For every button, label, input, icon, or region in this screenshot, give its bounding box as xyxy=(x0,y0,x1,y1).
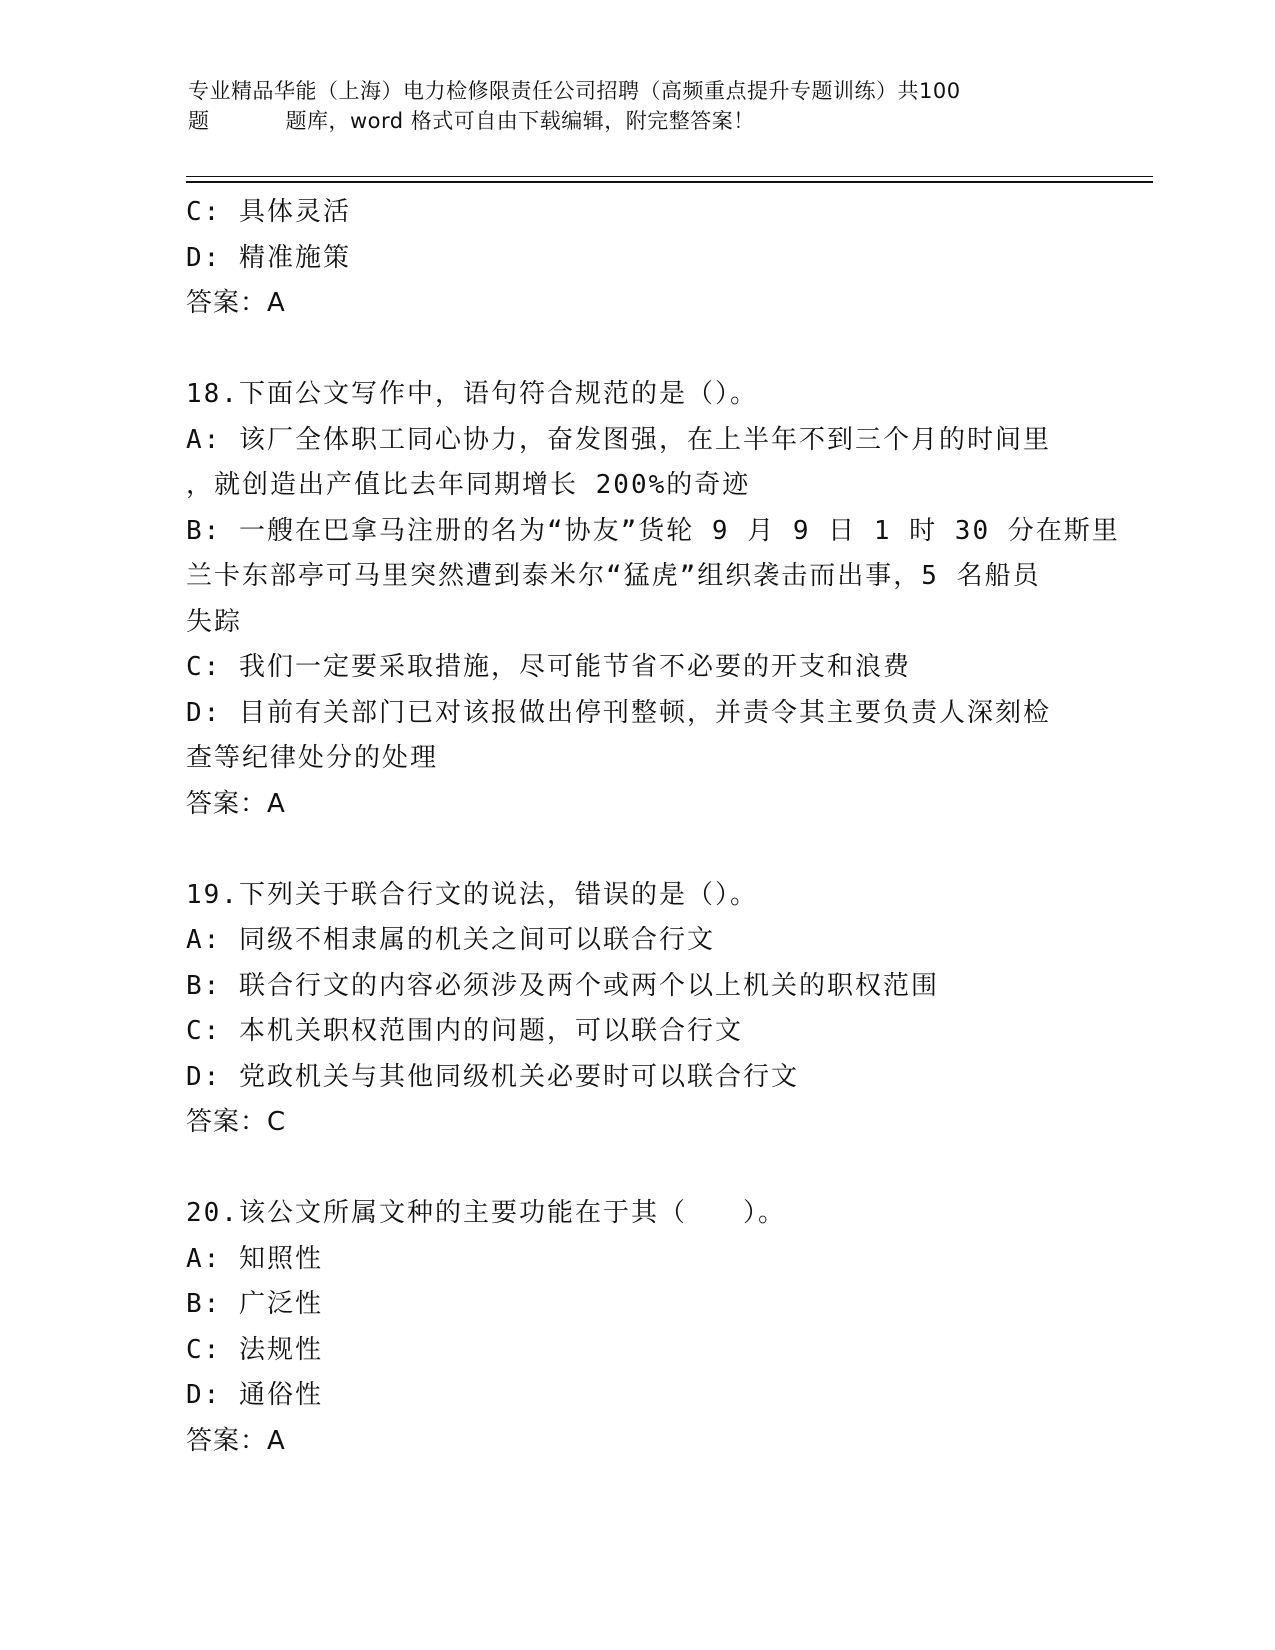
option-line: C: 我们一定要采取措施，尽可能节省不必要的开支和浪费 xyxy=(186,652,911,682)
question-block-19 xyxy=(186,873,1086,1146)
option-line: 兰卡东部亭可马里突然遭到泰米尔“猛虎”组织袭击而出事，5 名船员 xyxy=(186,561,1041,591)
option-line: ，就创造出产值比去年同期增长 200%的奇迹 xyxy=(186,470,751,500)
previous-question-block xyxy=(186,190,1086,327)
option-line: 失踪 xyxy=(186,606,243,637)
option-line: A: 该厂全体职工同心协力，奋发图强，在上半年不到三个月的时间里 xyxy=(186,424,1051,455)
question-stem: 20.该公文所属文种的主要功能在于其（ ）。 xyxy=(186,1198,786,1228)
option-line: A: 同级不相隶属的机关之间可以联合行文 xyxy=(186,925,715,955)
header-divider-thick xyxy=(186,181,1153,183)
page-header xyxy=(188,76,1088,136)
question-stem: 18.下面公文写作中，语句符合规范的是（）。 xyxy=(186,379,758,409)
option-line: D: 通俗性 xyxy=(186,1380,323,1410)
option-line: C: 具体灵活 xyxy=(186,197,351,227)
option-line: C: 本机关职权范围内的问题，可以联合行文 xyxy=(186,1016,743,1046)
option-line: D: 精准施策 xyxy=(186,242,351,273)
question-stem: 19.下列关于联合行文的说法，错误的是（）。 xyxy=(186,879,758,910)
answer-line: 答案：C xyxy=(186,1107,287,1137)
header-title-line-1: 专业精品华能（上海）电力检修限责任公司招聘（高频重点提升专题训练）共100 xyxy=(188,79,961,103)
answer-line: 答案：A xyxy=(186,1425,286,1456)
option-line: D: 党政机关与其他同级机关必要时可以联合行文 xyxy=(186,1061,799,1092)
question-content xyxy=(186,190,1120,1464)
option-line: C: 法规性 xyxy=(186,1334,323,1365)
answer-line: 答案：A xyxy=(186,788,286,819)
header-title-line-2 xyxy=(188,106,1088,136)
option-line: B: 广泛性 xyxy=(186,1289,323,1319)
option-line: A: 知照性 xyxy=(186,1243,323,1274)
answer-line: 答案：A xyxy=(186,288,286,318)
option-line: B: 一艘在巴拿马注册的名为“协友”货轮 9 月 9 日 1 时 30 分在斯里 xyxy=(186,515,1120,546)
question-block-20 xyxy=(186,1191,1086,1464)
question-block-18 xyxy=(186,372,1120,827)
option-line: 查等纪律处分的处理 xyxy=(186,743,439,773)
option-line: B: 联合行文的内容必须涉及两个或两个以上机关的职权范围 xyxy=(186,970,939,1001)
header-title-line-2-end: 题库，word 格式可自由下载编辑，附完整答案！ xyxy=(285,109,755,133)
option-line: D: 目前有关部门已对该报做出停刊整顿，并责令其主要负责人深刻检 xyxy=(186,697,1051,728)
header-title-line-2-start: 题 xyxy=(188,109,210,133)
header-divider-thin xyxy=(186,176,1153,177)
